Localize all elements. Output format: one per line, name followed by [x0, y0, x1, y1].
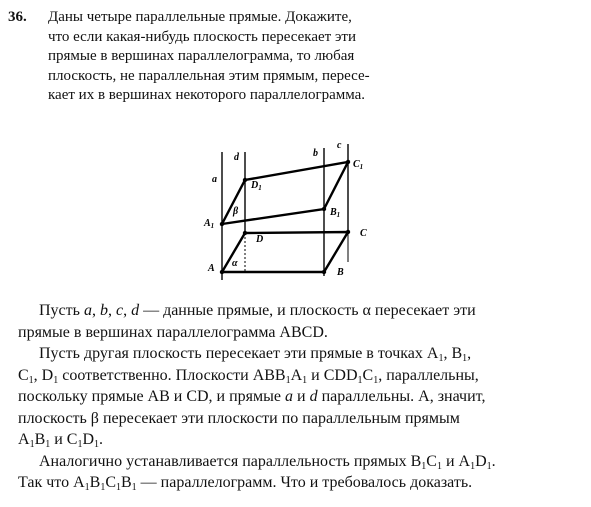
problem-number: 36. — [8, 9, 27, 25]
solution-p3-line-2: Так что $A_1B_1C_1B_1$ — параллелограмм. Что и требовалось доказать. — [18, 474, 473, 493]
geometry-figure — [196, 140, 396, 290]
label-B: B — [337, 267, 344, 278]
solution-p1-line-1: Пусть a, b, c, d — данные прямые, и плоскость α пересекает эти — [39, 302, 476, 319]
solution-p2-line-3: поскольку прямые AB и CD, и прямые a и d параллельны. А, значит, — [18, 388, 486, 405]
point-C — [346, 230, 350, 234]
point-B1 — [322, 207, 326, 211]
parallelogram-ABCD — [222, 232, 348, 272]
point-D — [243, 231, 247, 235]
label-alpha: α — [232, 258, 238, 269]
problem-line-5: кает их в вершинах некоторого параллелограмма. — [48, 87, 366, 103]
label-A: A — [208, 263, 215, 274]
problem-line-1: Даны четыре параллельные прямые. Докажите, — [48, 9, 352, 25]
label-line-d: d — [234, 152, 239, 163]
label-line-a: a — [212, 174, 217, 185]
problem-line-2: что если какая-нибудь плоскость пересекает эти — [48, 28, 356, 45]
problem-line-3: прямые в вершинах параллелограмма, то любая — [48, 48, 355, 64]
label-C: C — [360, 228, 367, 239]
label-D: D — [256, 234, 264, 245]
label-line-c: c — [337, 140, 342, 151]
label-B1: $B_1$ — [330, 207, 341, 219]
point-A — [220, 270, 224, 274]
label-C1: $C_1$ — [353, 159, 364, 171]
label-A1: $A_1$ — [204, 218, 215, 230]
label-line-b: b — [313, 148, 318, 159]
figure-svg — [196, 140, 396, 290]
point-B — [322, 270, 326, 274]
solution-p2-line-5: $A_1B_1$ и $C_1D_1$. — [18, 431, 104, 450]
point-C1 — [346, 160, 350, 164]
problem-line-4: плоскость, не параллельная этим прямым, пересе- — [48, 67, 370, 84]
label-beta: β — [233, 206, 239, 217]
point-A1 — [220, 222, 224, 226]
label-D1: $D_1$ — [251, 180, 262, 192]
solution-p1-line-2: прямые в вершинах параллелограмма ABCD. — [18, 323, 328, 341]
solution-p2-line-1: Пусть другая плоскость пересекает эти прямые в точках $A_1$, $B_1$, — [39, 345, 472, 364]
solution-p2-line-4: плоскость β пересекает эти плоскости по параллельным прямым — [18, 409, 460, 427]
solution-p3-line-1: Аналогично устанавливается параллельность прямых $B_1C_1$ и $A_1D_1$. — [39, 452, 496, 472]
point-D1 — [243, 178, 247, 182]
solution-p2-line-2: $C_1$, $D_1$ соответственно. Плоскости $ABB_1A_1$ и $CDD_1C_1$, параллельны, — [18, 366, 479, 386]
